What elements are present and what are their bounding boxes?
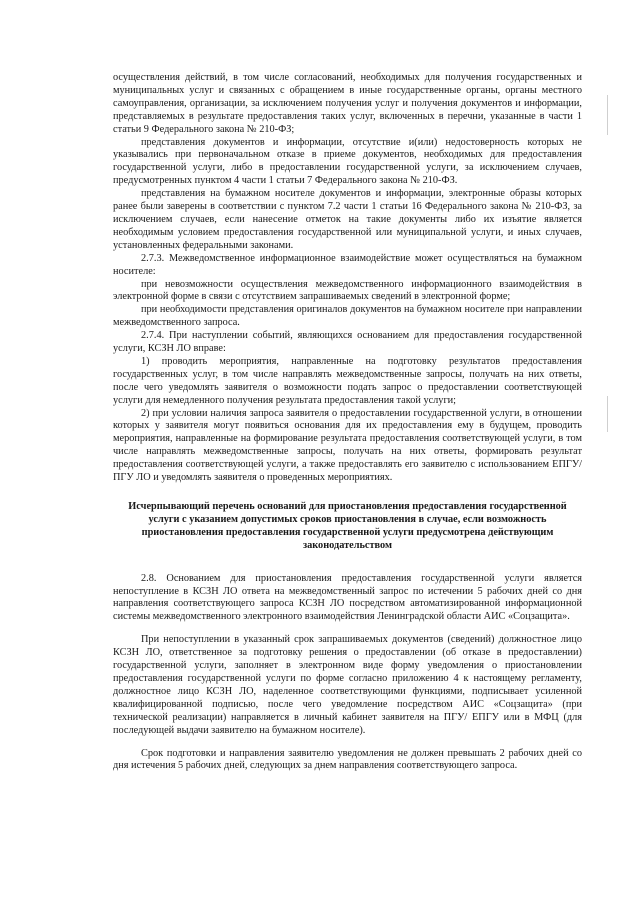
paragraph: При непоступлении в указанный срок запрашиваемых документов (сведений) должностное лицо КСЗН ЛО, ответственное за подготовку решения о предоставлении (об отказе в предоставлении) государственной услуги, заполняет в электронном виде форму уведомления о приостановлении предоставления государственной услуги по форме согласно приложению 4 к настоящему регламенту, должностное лицо КСЗН ЛО, наделенное соответствующими функциями, подписывает усиленной квалифицированной подписью, после чего уведомление посредством АИС «Соцзащита» (при технической реализации) направляется в личный кабинет заявителя на ПГУ/ ЕПГУ или в МФЦ (для последующей выдачи заявителю на бумажном носителе). xyxy=(113,634,582,736)
paragraph: представления документов и информации, отсутствие и(или) недостоверность которых не указывались при первоначальном отказе в приеме документов, необходимых для предоставления государственной услуги, либо в предоставлении государственной услуги, за исключением случаев, предусмотренных пунктом 4 части 1 статьи 7 Федерального закона № 210-ФЗ. xyxy=(113,136,582,187)
section-heading: Исчерпывающий перечень оснований для приостановления предоставления государственной услуги с указанием допустимых сроков приостановления в случае, если возможность приостановления предоставления государственной услуги предусмотрена действующим законодательством xyxy=(128,501,567,551)
paragraph: при необходимости представления оригиналов документов на бумажном носителе при направлении межведомственного запроса. xyxy=(113,304,582,329)
paragraph: представления на бумажном носителе документов и информации, электронные образы которых ранее были заверены в соответствии с пунктом 7.2 части 1 статьи 16 Федерального закона № 210-ФЗ, за исключением случаев, если нанесение отметок на такие документы либо их изъятие является необходимым условием предоставления государственной или муниципальной услуги, и иных случаев, установленных федеральными законами. xyxy=(113,188,582,251)
paragraph: 1) проводить мероприятия, направленные на подготовку результатов предоставления государственных услуг, в том числе направлять межведомственные запросы, получать на них ответы, после чего уведомлять заявителя о возможности подать запрос о предоставлении соответствующей услуги для немедленного получения результата предоставления такой услуги; xyxy=(113,355,582,406)
margin-mark xyxy=(607,396,608,432)
margin-mark xyxy=(607,95,608,135)
paragraph: 2.7.3. Межведомственное информационное взаимодействие может осуществляться на бумажном носителе: xyxy=(113,252,582,277)
paragraph: при невозможности осуществления межведомственного информационного взаимодействия в электронной форме в связи с отсутствием запрашиваемых сведений в электронной форме; xyxy=(113,278,582,303)
paragraph: Срок подготовки и направления заявителю уведомления не должен превышать 2 рабочих дней со дня истечения 5 рабочих дней, следующих за днем направления соответствующего запроса. xyxy=(113,747,582,772)
paragraph: осуществления действий, в том числе согласований, необходимых для получения государственных и муниципальных услуг и связанных с обращением в иные государственные органы, органы местного самоуправления, организации, за исключением получения услуг и получения документов и информации, представляемых в результате предоставления таких услуг, включенных в перечни, указанные в части 1 статьи 9 Федерального закона № 210-ФЗ; xyxy=(113,72,582,135)
paragraph: 2) при условии наличия запроса заявителя о предоставлении государственной услуги, в отношении которых у заявителя могут появиться основания для их предоставления ему в будущем, проводить мероприятия, направленные на формирование результата предоставления соответствующей услуги, в том числе направлять межведомственные запросы, получать на них ответы, формировать результат предоставления соответствующей услуги, а также предоставлять его заявителю с использованием ЕПГУ/ПГУ ЛО и уведомлять заявителя о проведенных мероприятиях. xyxy=(113,407,582,484)
paragraph: 2.7.4. При наступлении событий, являющихся основанием для предоставления государственной услуги, КСЗН ЛО вправе: xyxy=(113,330,582,355)
paragraph: 2.8. Основанием для приостановления предоставления государственной услуги является непоступление в КСЗН ЛО ответа на межведомственный запрос по истечении 5 рабочих дней со дня направления соответствующего запроса КСЗН ЛО посредством автоматизированной информационной системы межведомственного электронного взаимодействия Ленинградской области АИС «Соцзащита». xyxy=(113,572,582,623)
